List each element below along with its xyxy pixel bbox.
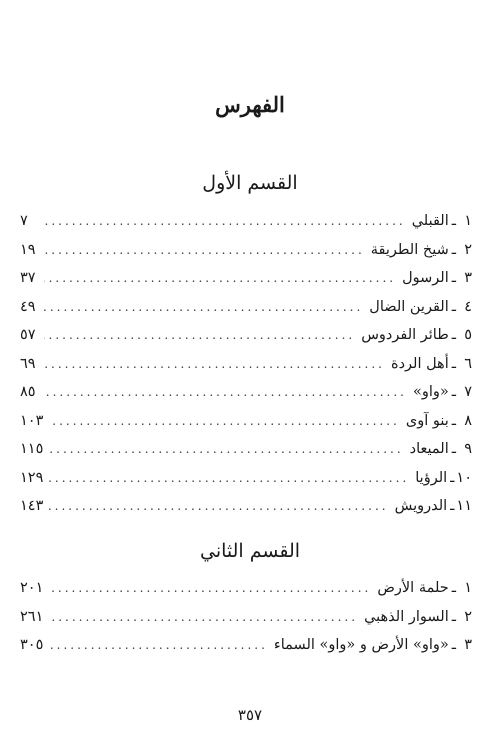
toc-entry bbox=[20, 299, 472, 328]
entry-dash: ـ bbox=[451, 241, 456, 258]
toc-entry bbox=[20, 637, 472, 666]
dot-leader bbox=[44, 243, 365, 257]
entry-number: ٢ bbox=[464, 241, 472, 258]
entry-page: ٧ bbox=[20, 213, 28, 229]
entry-dash: ـ bbox=[451, 355, 456, 372]
entry-page: ١٤٣ bbox=[20, 498, 44, 514]
dot-leader bbox=[49, 610, 358, 624]
toc-entry bbox=[20, 384, 472, 413]
entry-dash: ـ bbox=[451, 298, 456, 315]
entry-page: ١٠٣ bbox=[20, 412, 44, 429]
section-title-part-one: القسم الأول bbox=[202, 172, 298, 194]
entry-title: بنو آوى bbox=[405, 412, 449, 429]
entry-title: «واو» الأرض و «واو» السماء bbox=[273, 637, 449, 653]
toc-entry bbox=[20, 609, 472, 638]
toc-entry bbox=[20, 327, 472, 356]
entry-dash: ـ bbox=[451, 384, 456, 400]
entry-title: الميعاد bbox=[409, 441, 449, 457]
entry-number: ١ bbox=[464, 213, 472, 229]
toc-entry bbox=[20, 270, 472, 299]
entry-number: ٣ bbox=[464, 637, 472, 653]
entry-page: ١٩ bbox=[20, 241, 36, 258]
entry-title: «واو» bbox=[412, 384, 449, 400]
dot-leader bbox=[44, 300, 363, 314]
entry-dash: ـ bbox=[451, 637, 456, 653]
dot-leader bbox=[49, 638, 268, 652]
entry-page: ٢٦١ bbox=[20, 608, 44, 625]
entry-title: شيخ الطريقة bbox=[370, 241, 449, 258]
toc-entry bbox=[20, 498, 472, 527]
dot-leader bbox=[44, 385, 407, 399]
entry-title: القرين الضال bbox=[369, 298, 449, 315]
toc-entry bbox=[20, 242, 472, 271]
entry-title: القبلي bbox=[411, 213, 449, 229]
entry-page: ٢٠١ bbox=[20, 580, 44, 596]
toc-entry bbox=[20, 213, 472, 242]
entry-page: ٤٩ bbox=[20, 298, 36, 315]
entry-number: ٨ bbox=[464, 412, 472, 429]
entry-title: حلمة الأرض bbox=[377, 580, 449, 596]
entry-number: ٥ bbox=[464, 327, 472, 343]
dot-leader bbox=[44, 271, 396, 285]
entry-number: ٧ bbox=[464, 384, 472, 400]
entry-page: ٣٠٥ bbox=[20, 637, 44, 653]
entry-dash: ـ bbox=[451, 213, 456, 229]
toc-entry bbox=[20, 356, 472, 385]
page-number: ٣٥٧ bbox=[237, 706, 263, 724]
dot-leader bbox=[49, 414, 399, 428]
entry-dash: ـ bbox=[451, 441, 456, 457]
toc-list-part-two bbox=[20, 580, 472, 666]
entry-page: ١٢٩ bbox=[20, 469, 44, 486]
entry-number: ٩ bbox=[464, 441, 472, 457]
entry-dash: ـ bbox=[450, 498, 455, 514]
page-title: الفهرس bbox=[215, 92, 285, 117]
entry-dash: ـ bbox=[450, 469, 455, 486]
entry-title: أهل الردة bbox=[390, 355, 449, 372]
dot-leader bbox=[49, 499, 388, 513]
entry-title: السوار الذهبي bbox=[364, 608, 449, 625]
toc-entry bbox=[20, 470, 472, 499]
dot-leader bbox=[49, 471, 409, 485]
toc-entry bbox=[20, 413, 472, 442]
entry-number: ٤ bbox=[464, 298, 472, 315]
entry-number: ١١ bbox=[456, 498, 472, 514]
toc-entry bbox=[20, 441, 472, 470]
dot-leader bbox=[44, 357, 385, 371]
entry-number: ٦ bbox=[464, 355, 472, 372]
entry-page: ١١٥ bbox=[20, 441, 44, 457]
entry-dash: ـ bbox=[451, 327, 456, 343]
entry-dash: ـ bbox=[451, 412, 456, 429]
entry-dash: ـ bbox=[451, 580, 456, 596]
entry-dash: ـ bbox=[451, 608, 456, 625]
entry-page: ٥٧ bbox=[20, 327, 36, 343]
entry-page: ٨٥ bbox=[20, 384, 36, 400]
dot-leader bbox=[44, 328, 355, 342]
entry-title: الرسول bbox=[402, 270, 449, 286]
toc-entry bbox=[20, 580, 472, 609]
toc-list-part-one bbox=[20, 213, 472, 527]
entry-page: ٣٧ bbox=[20, 270, 36, 286]
entry-title: الدرويش bbox=[394, 498, 448, 514]
entry-number: ٢ bbox=[464, 608, 472, 625]
entry-title: طائر الفردوس bbox=[361, 327, 449, 343]
dot-leader bbox=[49, 581, 371, 595]
entry-number: ٣ bbox=[464, 270, 472, 286]
dot-leader bbox=[49, 442, 403, 456]
section-title-part-two: القسم الثاني bbox=[199, 540, 301, 562]
entry-number: ١٠ bbox=[456, 469, 472, 486]
entry-dash: ـ bbox=[451, 270, 456, 286]
entry-number: ١ bbox=[464, 580, 472, 596]
dot-leader bbox=[44, 214, 406, 228]
entry-title: الرؤيا bbox=[415, 469, 448, 486]
entry-page: ٦٩ bbox=[20, 355, 36, 372]
